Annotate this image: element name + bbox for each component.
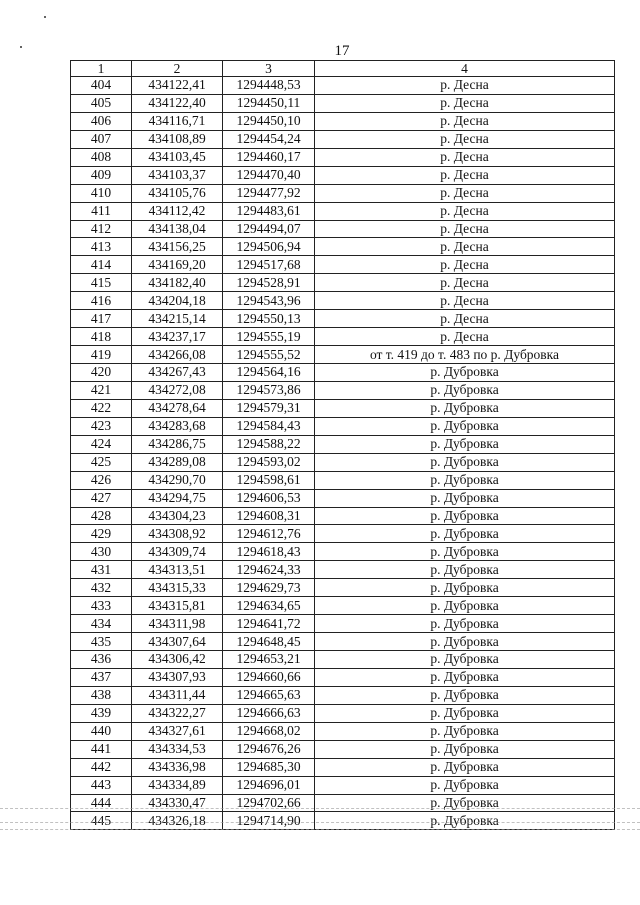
x-coordinate-cell: 434304,23 — [132, 507, 223, 525]
table-row — [71, 256, 615, 274]
y-coordinate-cell: 1294460,17 — [223, 148, 315, 166]
scan-artifact-line — [0, 829, 640, 830]
table-row — [71, 274, 615, 292]
y-coordinate-cell: 1294506,94 — [223, 238, 315, 256]
table-body — [71, 77, 615, 830]
y-coordinate-cell: 1294618,43 — [223, 543, 315, 561]
description-cell: р. Десна — [315, 148, 615, 166]
point-number-cell: 407 — [71, 130, 132, 148]
y-coordinate-cell: 1294629,73 — [223, 579, 315, 597]
table-row — [71, 435, 615, 453]
y-coordinate-cell: 1294593,02 — [223, 453, 315, 471]
point-number-cell: 404 — [71, 77, 132, 95]
table-row — [71, 220, 615, 238]
description-cell: р. Дубровка — [315, 489, 615, 507]
description-cell: р. Десна — [315, 184, 615, 202]
point-number-cell: 406 — [71, 112, 132, 130]
point-number-cell: 418 — [71, 328, 132, 346]
table-row — [71, 148, 615, 166]
description-cell: р. Десна — [315, 328, 615, 346]
table-row — [71, 238, 615, 256]
y-coordinate-cell: 1294555,52 — [223, 346, 315, 364]
x-coordinate-cell: 434322,27 — [132, 704, 223, 722]
y-coordinate-cell: 1294528,91 — [223, 274, 315, 292]
table-row — [71, 166, 615, 184]
description-cell: р. Десна — [315, 77, 615, 95]
coordinates-table — [70, 60, 615, 830]
point-number-cell: 434 — [71, 615, 132, 633]
table-row — [71, 543, 615, 561]
y-coordinate-cell: 1294584,43 — [223, 417, 315, 435]
table-row — [71, 686, 615, 704]
x-coordinate-cell: 434116,71 — [132, 112, 223, 130]
table-row — [71, 453, 615, 471]
y-coordinate-cell: 1294714,90 — [223, 812, 315, 830]
point-number-cell: 425 — [71, 453, 132, 471]
point-number-cell: 419 — [71, 346, 132, 364]
y-coordinate-cell: 1294470,40 — [223, 166, 315, 184]
y-coordinate-cell: 1294624,33 — [223, 561, 315, 579]
y-coordinate-cell: 1294685,30 — [223, 758, 315, 776]
point-number-cell: 431 — [71, 561, 132, 579]
point-number-cell: 430 — [71, 543, 132, 561]
x-coordinate-cell: 434122,41 — [132, 77, 223, 95]
point-number-cell: 437 — [71, 668, 132, 686]
table-row — [71, 328, 615, 346]
point-number-cell: 435 — [71, 633, 132, 651]
x-coordinate-cell: 434156,25 — [132, 238, 223, 256]
y-coordinate-cell: 1294660,66 — [223, 668, 315, 686]
table-row — [71, 722, 615, 740]
x-coordinate-cell: 434336,98 — [132, 758, 223, 776]
x-coordinate-cell: 434326,18 — [132, 812, 223, 830]
y-coordinate-cell: 1294641,72 — [223, 615, 315, 633]
point-number-cell: 432 — [71, 579, 132, 597]
table-row — [71, 704, 615, 722]
table-row — [71, 399, 615, 417]
y-coordinate-cell: 1294448,53 — [223, 77, 315, 95]
x-coordinate-cell: 434237,17 — [132, 328, 223, 346]
y-coordinate-cell: 1294564,16 — [223, 364, 315, 382]
point-number-cell: 405 — [71, 94, 132, 112]
table-row — [71, 740, 615, 758]
x-coordinate-cell: 434112,42 — [132, 202, 223, 220]
description-cell: р. Дубровка — [315, 758, 615, 776]
table-row — [71, 615, 615, 633]
x-coordinate-cell: 434306,42 — [132, 651, 223, 669]
description-cell: р. Десна — [315, 256, 615, 274]
table-row — [71, 561, 615, 579]
x-coordinate-cell: 434278,64 — [132, 399, 223, 417]
description-cell: р. Дубровка — [315, 722, 615, 740]
x-coordinate-cell: 434103,45 — [132, 148, 223, 166]
description-cell: р. Десна — [315, 112, 615, 130]
x-coordinate-cell: 434204,18 — [132, 292, 223, 310]
y-coordinate-cell: 1294598,61 — [223, 471, 315, 489]
y-coordinate-cell: 1294668,02 — [223, 722, 315, 740]
description-cell: р. Десна — [315, 220, 615, 238]
description-cell: р. Дубровка — [315, 435, 615, 453]
y-coordinate-cell: 1294608,31 — [223, 507, 315, 525]
description-cell: р. Дубровка — [315, 561, 615, 579]
y-coordinate-cell: 1294648,45 — [223, 633, 315, 651]
x-coordinate-cell: 434313,51 — [132, 561, 223, 579]
table-row — [71, 310, 615, 328]
point-number-cell: 439 — [71, 704, 132, 722]
table-row — [71, 633, 615, 651]
table-row — [71, 489, 615, 507]
description-cell: р. Дубровка — [315, 812, 615, 830]
table-row — [71, 812, 615, 830]
description-cell: р. Дубровка — [315, 615, 615, 633]
description-cell: р. Дубровка — [315, 579, 615, 597]
point-number-cell: 412 — [71, 220, 132, 238]
x-coordinate-cell: 434308,92 — [132, 525, 223, 543]
table-row — [71, 471, 615, 489]
x-coordinate-cell: 434327,61 — [132, 722, 223, 740]
y-coordinate-cell: 1294665,63 — [223, 686, 315, 704]
description-cell: р. Десна — [315, 94, 615, 112]
y-coordinate-cell: 1294543,96 — [223, 292, 315, 310]
y-coordinate-cell: 1294454,24 — [223, 130, 315, 148]
table-header-row — [71, 61, 615, 77]
y-coordinate-cell: 1294483,61 — [223, 202, 315, 220]
point-number-cell: 436 — [71, 651, 132, 669]
x-coordinate-cell: 434330,47 — [132, 794, 223, 812]
x-coordinate-cell: 434169,20 — [132, 256, 223, 274]
description-cell: от т. 419 до т. 483 по р. Дубровка — [315, 346, 615, 364]
table-row — [71, 364, 615, 382]
point-number-cell: 433 — [71, 597, 132, 615]
point-number-cell: 427 — [71, 489, 132, 507]
point-number-cell: 424 — [71, 435, 132, 453]
y-coordinate-cell: 1294653,21 — [223, 651, 315, 669]
description-cell: р. Дубровка — [315, 776, 615, 794]
point-number-cell: 409 — [71, 166, 132, 184]
x-coordinate-cell: 434283,68 — [132, 417, 223, 435]
table-row — [71, 794, 615, 812]
description-cell: р. Дубровка — [315, 543, 615, 561]
table-row — [71, 758, 615, 776]
point-number-cell: 428 — [71, 507, 132, 525]
x-coordinate-cell: 434267,43 — [132, 364, 223, 382]
description-cell: р. Дубровка — [315, 668, 615, 686]
x-coordinate-cell: 434311,44 — [132, 686, 223, 704]
point-number-cell: 414 — [71, 256, 132, 274]
y-coordinate-cell: 1294450,10 — [223, 112, 315, 130]
x-coordinate-cell: 434266,08 — [132, 346, 223, 364]
description-cell: р. Дубровка — [315, 525, 615, 543]
table-row — [71, 77, 615, 95]
table-row — [71, 668, 615, 686]
description-cell: р. Десна — [315, 202, 615, 220]
x-coordinate-cell: 434307,93 — [132, 668, 223, 686]
description-cell: р. Десна — [315, 274, 615, 292]
description-cell: р. Десна — [315, 310, 615, 328]
point-number-cell: 410 — [71, 184, 132, 202]
x-coordinate-cell: 434309,74 — [132, 543, 223, 561]
x-coordinate-cell: 434122,40 — [132, 94, 223, 112]
description-cell: р. Дубровка — [315, 417, 615, 435]
point-number-cell: 444 — [71, 794, 132, 812]
point-number-cell: 421 — [71, 381, 132, 399]
point-number-cell: 441 — [71, 740, 132, 758]
x-coordinate-cell: 434286,75 — [132, 435, 223, 453]
y-coordinate-cell: 1294612,76 — [223, 525, 315, 543]
x-coordinate-cell: 434315,33 — [132, 579, 223, 597]
x-coordinate-cell: 434103,37 — [132, 166, 223, 184]
description-cell: р. Дубровка — [315, 704, 615, 722]
table-row — [71, 776, 615, 794]
x-coordinate-cell: 434294,75 — [132, 489, 223, 507]
description-cell: р. Дубровка — [315, 453, 615, 471]
column-header: 3 — [223, 61, 315, 77]
y-coordinate-cell: 1294579,31 — [223, 399, 315, 417]
table-row — [71, 651, 615, 669]
x-coordinate-cell: 434311,98 — [132, 615, 223, 633]
y-coordinate-cell: 1294696,01 — [223, 776, 315, 794]
y-coordinate-cell: 1294555,19 — [223, 328, 315, 346]
description-cell: р. Дубровка — [315, 507, 615, 525]
column-header: 1 — [71, 61, 132, 77]
table-row — [71, 202, 615, 220]
y-coordinate-cell: 1294666,63 — [223, 704, 315, 722]
description-cell: р. Дубровка — [315, 651, 615, 669]
point-number-cell: 438 — [71, 686, 132, 704]
column-header: 4 — [315, 61, 615, 77]
x-coordinate-cell: 434215,14 — [132, 310, 223, 328]
description-cell: р. Дубровка — [315, 597, 615, 615]
description-cell: р. Дубровка — [315, 686, 615, 704]
description-cell: р. Десна — [315, 130, 615, 148]
point-number-cell: 411 — [71, 202, 132, 220]
x-coordinate-cell: 434105,76 — [132, 184, 223, 202]
y-coordinate-cell: 1294588,22 — [223, 435, 315, 453]
point-number-cell: 440 — [71, 722, 132, 740]
page-number: 17 — [334, 43, 350, 59]
scan-artifact-line — [0, 822, 640, 823]
point-number-cell: 443 — [71, 776, 132, 794]
description-cell: р. Дубровка — [315, 364, 615, 382]
table-row — [71, 507, 615, 525]
y-coordinate-cell: 1294676,26 — [223, 740, 315, 758]
description-cell: р. Дубровка — [315, 381, 615, 399]
description-cell: р. Дубровка — [315, 633, 615, 651]
x-coordinate-cell: 434334,89 — [132, 776, 223, 794]
description-cell: р. Дубровка — [315, 740, 615, 758]
table-row — [71, 579, 615, 597]
table-row — [71, 597, 615, 615]
point-number-cell: 417 — [71, 310, 132, 328]
x-coordinate-cell: 434182,40 — [132, 274, 223, 292]
point-number-cell: 415 — [71, 274, 132, 292]
table-row — [71, 381, 615, 399]
x-coordinate-cell: 434290,70 — [132, 471, 223, 489]
x-coordinate-cell: 434289,08 — [132, 453, 223, 471]
table-row — [71, 292, 615, 310]
point-number-cell: 408 — [71, 148, 132, 166]
description-cell: р. Десна — [315, 292, 615, 310]
table-row — [71, 346, 615, 364]
description-cell: р. Дубровка — [315, 794, 615, 812]
y-coordinate-cell: 1294634,65 — [223, 597, 315, 615]
description-cell: р. Десна — [315, 166, 615, 184]
scan-artifact-line — [0, 808, 640, 809]
x-coordinate-cell: 434138,04 — [132, 220, 223, 238]
table-row — [71, 525, 615, 543]
point-number-cell: 413 — [71, 238, 132, 256]
x-coordinate-cell: 434272,08 — [132, 381, 223, 399]
y-coordinate-cell: 1294494,07 — [223, 220, 315, 238]
x-coordinate-cell: 434334,53 — [132, 740, 223, 758]
description-cell: р. Дубровка — [315, 399, 615, 417]
table-row — [71, 94, 615, 112]
column-header: 2 — [132, 61, 223, 77]
point-number-cell: 426 — [71, 471, 132, 489]
table-row — [71, 130, 615, 148]
point-number-cell: 442 — [71, 758, 132, 776]
table-row — [71, 417, 615, 435]
x-coordinate-cell: 434315,81 — [132, 597, 223, 615]
y-coordinate-cell: 1294573,86 — [223, 381, 315, 399]
y-coordinate-cell: 1294550,13 — [223, 310, 315, 328]
point-number-cell: 420 — [71, 364, 132, 382]
table-row — [71, 112, 615, 130]
y-coordinate-cell: 1294606,53 — [223, 489, 315, 507]
point-number-cell: 422 — [71, 399, 132, 417]
point-number-cell: 423 — [71, 417, 132, 435]
description-cell: р. Дубровка — [315, 471, 615, 489]
point-number-cell: 445 — [71, 812, 132, 830]
y-coordinate-cell: 1294477,92 — [223, 184, 315, 202]
x-coordinate-cell: 434108,89 — [132, 130, 223, 148]
y-coordinate-cell: 1294702,66 — [223, 794, 315, 812]
y-coordinate-cell: 1294450,11 — [223, 94, 315, 112]
scan-speck — [44, 16, 46, 18]
table-row — [71, 184, 615, 202]
point-number-cell: 416 — [71, 292, 132, 310]
point-number-cell: 429 — [71, 525, 132, 543]
y-coordinate-cell: 1294517,68 — [223, 256, 315, 274]
description-cell: р. Десна — [315, 238, 615, 256]
x-coordinate-cell: 434307,64 — [132, 633, 223, 651]
